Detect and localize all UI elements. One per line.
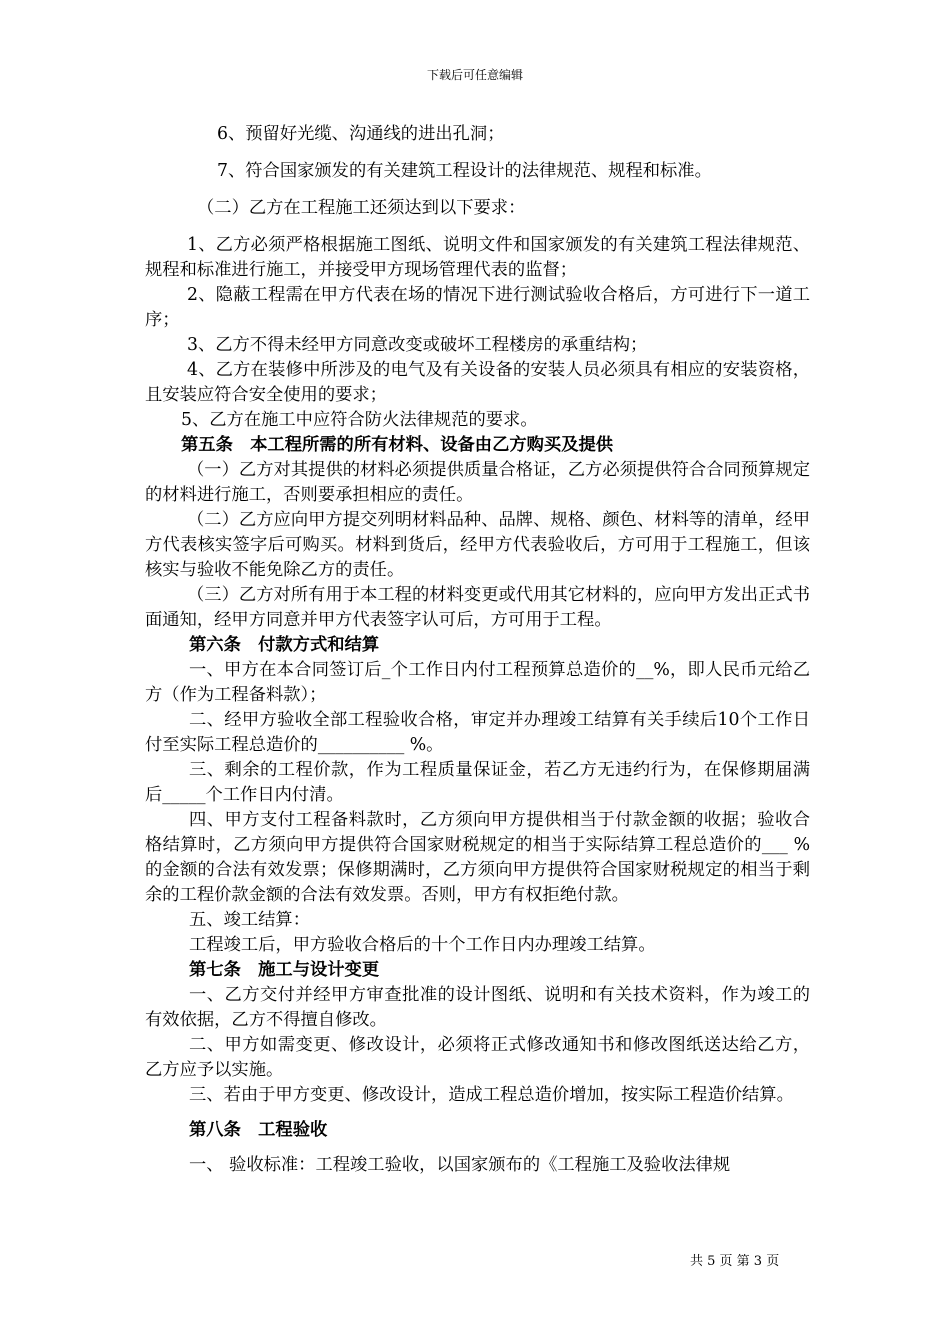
paragraph-spacer — [145, 1143, 810, 1153]
section-heading: 第七条 施工与设计变更 — [189, 960, 380, 980]
paragraph: 四、甲方支付工程备料款时，乙方须向甲方提供相当于付款金额的收据；验收合格结算时，乙方须向甲方提供符合国家财税规定的相当于实际结算工程总造价的___ %的金额的合法有效发票；保修期满时，乙方须向甲方提供符合国家财税规定的相当于剩余的工程价款金额的合法有效发票。否则，甲方有权拒绝付款。 — [145, 810, 810, 905]
paragraph: 五、竣工结算： — [189, 910, 310, 930]
paragraph: 三、若由于甲方变更、修改设计，造成工程总造价增加，按实际工程造价结算。 — [189, 1085, 794, 1105]
paragraph: 5、乙方在施工中应符合防火法律规范的要求。 — [181, 410, 538, 430]
paragraph: 一、 验收标准：工程竣工验收，以国家颁布的《工程施工及验收法律规 — [189, 1155, 731, 1175]
paragraph-spacer — [145, 1108, 810, 1118]
section-heading: 第八条 工程验收 — [189, 1120, 328, 1140]
paragraph: 2、隐蔽工程需在甲方代表在场的情况下进行测试验收合格后，方可进行下一道工序； — [145, 285, 810, 330]
paragraph: 二、甲方如需变更、修改设计，必须将正式修改通知书和修改图纸送达给乙方，乙方应予以实施。 — [145, 1035, 810, 1080]
document-body — [145, 122, 810, 1178]
paragraph: 3、乙方不得未经甲方同意改变或破坏工程楼房的承重结构； — [187, 335, 648, 355]
paragraph: 6、预留好光缆、沟通线的进出孔洞； — [217, 124, 505, 144]
paragraph-spacer — [145, 147, 810, 159]
paragraph: 一、乙方交付并经甲方审查批准的设计图纸、说明和有关技术资料，作为竣工的有效依据，乙方不得擅自修改。 — [145, 985, 810, 1030]
section-heading: 第五条 本工程所需的所有材料、设备由乙方购买及提供 — [181, 435, 614, 455]
page-number: 共 5 页 第 3 页 — [690, 1254, 780, 1269]
paragraph: 1、乙方必须严格根据施工图纸、说明文件和国家颁发的有关建筑工程法律规范、规程和标准进行施工，并接受甲方现场管理代表的监督； — [145, 235, 810, 280]
paragraph: 7、符合国家颁发的有关建筑工程设计的法律规范、规程和标准。 — [217, 161, 712, 181]
paragraph: 工程竣工后，甲方验收合格后的十个工作日内办理竣工结算。 — [189, 935, 656, 955]
paragraph: （二）乙方应向甲方提交列明材料品种、品牌、规格、颜色、材料等的清单，经甲方代表核实签字后可购买。材料到货后，经甲方代表验收后，方可用于工程施工，但该核实与验收不能免除乙方的责任。 — [145, 510, 810, 580]
paragraph: （二）乙方在工程施工还须达到以下要求： — [197, 198, 526, 218]
section-heading: 第六条 付款方式和结算 — [189, 635, 380, 655]
paragraph-spacer — [145, 221, 810, 233]
paragraph: 三、剩余的工程价款，作为工程质量保证金，若乙方无违约行为，在保修期届满后_____个工作日内付清。 — [145, 760, 810, 805]
paragraph: 二、经甲方验收全部工程验收合格，审定并办理竣工结算有关手续后10个工作日付至实际工程总造价的__________ %。 — [145, 710, 810, 755]
paragraph: 一、甲方在本合同签订后_个工作日内付工程预算总造价的__%，即人民币元给乙方（作为工程备料款）； — [145, 660, 810, 705]
paragraph: 4、乙方在装修中所涉及的电气及有关设备的安装人员必须具有相应的安装资格，且安装应符合安全使用的要求； — [145, 360, 810, 405]
page-header: 下载后可任意编辑 — [426, 68, 523, 82]
paragraph-spacer — [145, 184, 810, 196]
paragraph: （三）乙方对所有用于本工程的材料变更或代用其它材料的，应向甲方发出正式书面通知，经甲方同意并甲方代表签字认可后，方可用于工程。 — [145, 585, 810, 630]
paragraph: （一）乙方对其提供的材料必须提供质量合格证，乙方必须提供符合合同预算规定的材料进行施工，否则要承担相应的责任。 — [145, 460, 810, 505]
